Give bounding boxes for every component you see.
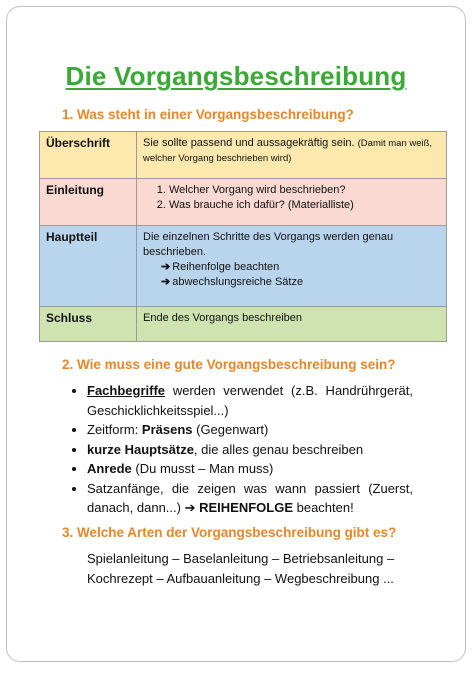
types-list-text: Spielanleitung – Baselanleitung – Betriebsanleitung – Kochrezept – Aufbauanleitung – Wegbeschreibung ... bbox=[87, 551, 395, 586]
list-item: 1. Welcher Vorgang wird beschrieben? bbox=[169, 183, 440, 198]
question-2-heading: 2. Wie muss eine gute Vorgangsbeschreibung sein? bbox=[62, 357, 396, 372]
question-3-heading: 3. Welche Arten der Vorgangsbeschreibung gibt es? bbox=[62, 525, 397, 540]
list-item bbox=[87, 440, 413, 460]
keyword: kurze Hauptsätze bbox=[87, 441, 194, 457]
description-cell bbox=[137, 226, 447, 307]
table-row-hauptteil bbox=[40, 226, 447, 307]
page-title: Die Vorgangsbeschreibung bbox=[65, 61, 407, 91]
item-text: Satzanfänge, die zeigen was wann passiert (Zuerst, danach, dann...) bbox=[87, 480, 413, 515]
structure-table bbox=[39, 131, 447, 342]
term-cell: Einleitung bbox=[40, 179, 137, 226]
arrow-right-icon: ➔ bbox=[161, 276, 171, 288]
description-cell bbox=[137, 132, 447, 179]
arrow-item bbox=[143, 275, 440, 290]
list-item bbox=[87, 479, 413, 518]
keyword: Präsens bbox=[141, 422, 193, 437]
properties-list bbox=[71, 381, 413, 518]
keyword: Anrede bbox=[87, 461, 132, 476]
item-text: werden verwendet (z.B. Handrührgerät, Geschicklichkeitsspiel...) bbox=[87, 383, 413, 418]
question-1-heading: 1. Was steht in einer Vorgangsbeschreibung? bbox=[62, 107, 354, 122]
keyword: Fachbegriffe bbox=[87, 383, 166, 398]
table-row-einleitung bbox=[40, 179, 447, 226]
keyword: REIHENFOLGE bbox=[199, 500, 293, 515]
list-item bbox=[87, 381, 413, 420]
description-cell: Ende des Vorgangs beschreiben bbox=[137, 307, 447, 342]
table-row-schluss bbox=[40, 307, 447, 342]
item-text: beachten! bbox=[293, 500, 354, 515]
item-text: (Gegenwart) bbox=[192, 422, 269, 437]
table-row-ueberschrift bbox=[40, 132, 447, 179]
list-item bbox=[87, 459, 413, 479]
arrow-right-icon: ➔ bbox=[184, 500, 200, 515]
term-cell: Schluss bbox=[40, 307, 137, 342]
description-cell bbox=[137, 179, 447, 226]
list-item bbox=[87, 420, 413, 440]
arrow-item-text: abwechslungsreiche Sätze bbox=[172, 276, 304, 288]
list-item: 2. Was brauche ich dafür? (Materialliste) bbox=[169, 198, 440, 213]
arrow-item bbox=[143, 260, 440, 275]
description-text: Sie sollte passend und aussagekräftig sein. bbox=[143, 137, 355, 149]
arrow-item-text: Reihenfolge beachten bbox=[172, 261, 280, 273]
worksheet-page bbox=[6, 6, 466, 662]
item-text: , die alles genau beschreiben bbox=[193, 441, 364, 457]
intro-question-list bbox=[143, 183, 440, 213]
item-text: (Du musst – Man muss) bbox=[131, 461, 274, 476]
term-cell: Hauptteil bbox=[40, 226, 137, 307]
description-text: Die einzelnen Schritte des Vorgangs werden genau beschrieben. bbox=[143, 231, 394, 258]
item-text: Zeitform: bbox=[87, 422, 142, 437]
arrow-right-icon: ➔ bbox=[161, 261, 171, 273]
term-cell: Überschrift bbox=[40, 132, 137, 179]
description-note: (Damit man weiß, welcher Vorgang beschrieben wird) bbox=[143, 138, 433, 164]
